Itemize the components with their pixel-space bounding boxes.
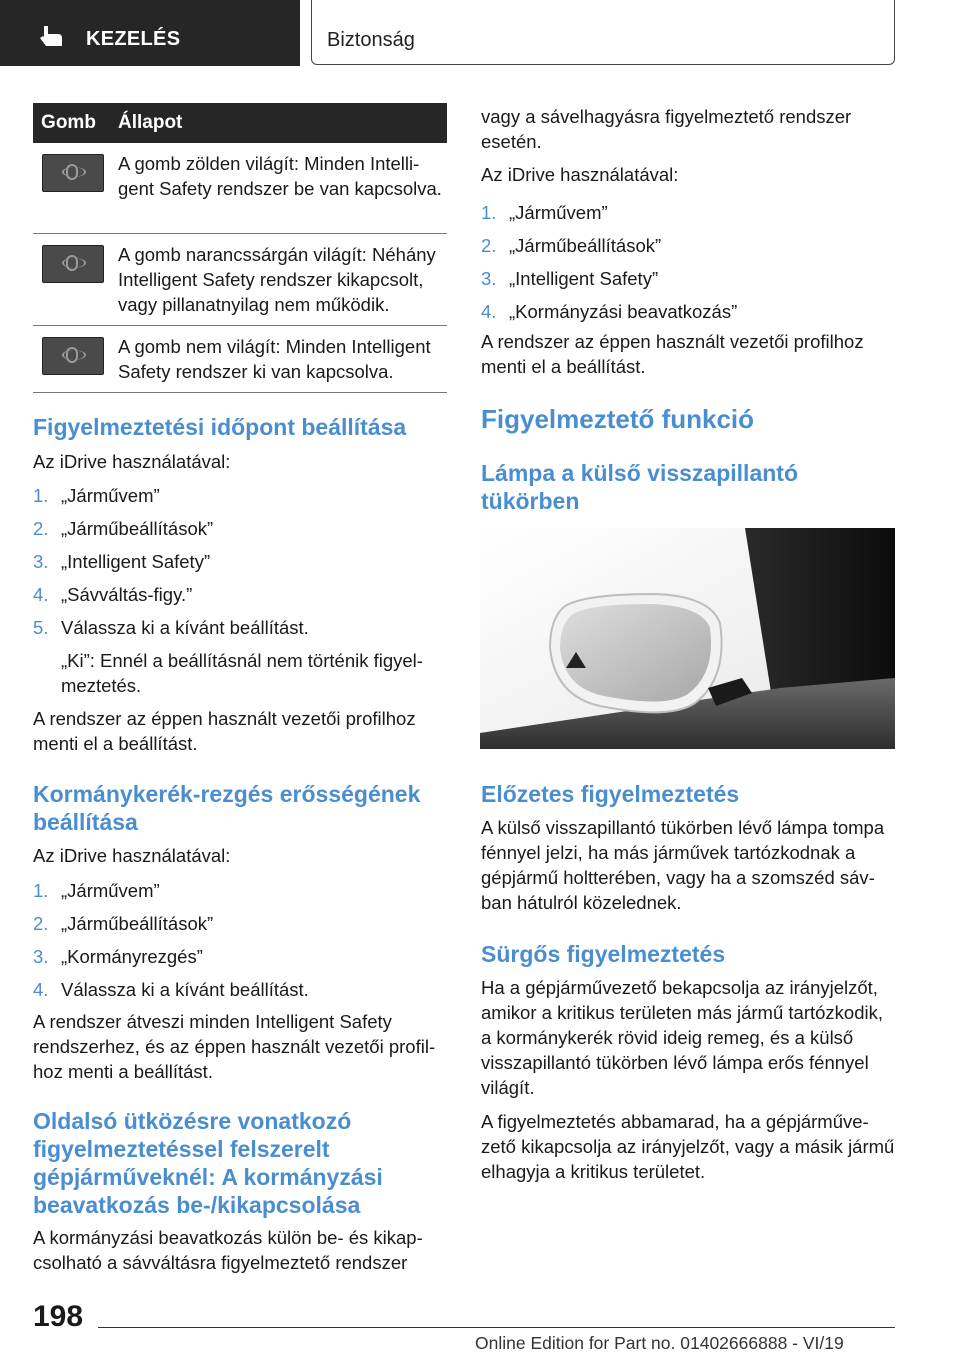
list-item: 2. „Járműbeállítások”	[33, 518, 214, 539]
list-item: 1. „Járművem”	[481, 202, 608, 223]
mirror-photo	[480, 528, 895, 749]
list-item: 4. Válassza ki a kívánt beállítást.	[33, 979, 309, 1000]
paragraph: A külső visszapillantó tükörben lévő lámpa tompa fénnyel jelzi, ha más járművek tartózkodnak a gépjármű holtterében, vagy ha a szomszéd sávban hátulról közelednek.	[481, 817, 885, 913]
paragraph: Ha a gépjárművezető bekapcsolja az irányjelzőt, amikor a kritikus területen más jármű tartózkodik, a kormánykerék rövid ideig remeg, és a külső visszapillantó tükörben lévő lámpa erős fénnyel világít.	[481, 977, 883, 1098]
table-cell: A gomb zölden világít: Minden Intelligent Safety rendszer be van kapcsolva.	[104, 143, 447, 234]
list-item: 5. Válassza ki a kívánt beállítást.	[33, 617, 309, 638]
list-item: 4. „Kormányzási beavatkozás”	[481, 301, 738, 322]
footer-divider	[98, 1327, 895, 1328]
step-note: „Ki”: Ennél a beállításnál nem történik figyelmeztetés.	[61, 650, 423, 696]
heading-mirror-lamp: Lámpa a külső visszapillantó tükörben	[481, 460, 798, 514]
list-item: 3. „Intelligent Safety”	[33, 551, 211, 572]
safety-button-icon	[42, 337, 104, 375]
table-header-state: Állapot	[104, 103, 447, 143]
steps-list	[33, 483, 447, 648]
paragraph: Az iDrive használatával:	[481, 164, 679, 185]
button-state-table	[33, 103, 447, 393]
table-row	[33, 143, 447, 234]
table-cell: A gomb narancssárgán világít: Néhány Intelligent Safety rendszer kikapcsolt, vagy pillanatnyilag nem működik.	[104, 234, 447, 326]
paragraph: A kormányzási beavatkozás külön be- és kikapcsolható a sávváltásra figyelmeztető rendszer	[33, 1227, 423, 1273]
heading-pre-warning: Előzetes figyelmeztetés	[481, 781, 740, 807]
safety-button-icon	[42, 245, 104, 283]
page-header	[0, 0, 960, 66]
table-row	[33, 234, 447, 326]
list-item: 1. „Járművem”	[33, 485, 160, 506]
list-item: 4. „Sávváltás-figy.”	[33, 584, 193, 605]
list-item: 2. „Járműbeállítások”	[481, 235, 662, 256]
paragraph: A figyelmeztetés abbamarad, ha a gépjárművezető kikapcsolja az irányjelzőt, vagy a másik jármű elhagyja a kritikus területet.	[481, 1111, 895, 1182]
heading-urgent-warning: Sürgős figyelmeztetés	[481, 941, 726, 967]
table-cell: A gomb nem világít: Minden Intelligent Safety rendszer ki van kapcsolva.	[104, 326, 447, 393]
section-tab	[0, 0, 300, 66]
table-header-row	[33, 103, 447, 143]
heading-warning-function: Figyelmeztető funkció	[481, 404, 755, 434]
paragraph: A rendszer átveszi minden Intelligent Safety rendszerhez, és az éppen használt vezetői profilhoz menti a beállítást.	[33, 1011, 436, 1082]
chapter-label: Biztonság	[327, 29, 415, 51]
paragraph: Az iDrive használatával:	[33, 451, 231, 472]
paragraph: A rendszer az éppen használt vezetői profilhoz menti el a beállítást.	[33, 708, 416, 754]
list-item: 3. „Intelligent Safety”	[481, 268, 659, 289]
hand-pointer-icon	[38, 24, 64, 48]
heading-warning-time: Figyelmeztetési időpont beállítása	[33, 414, 407, 440]
steps-list	[481, 200, 895, 332]
list-item: 1. „Járművem”	[33, 880, 160, 901]
heading-steering-intervention: Oldalsó ütközésre vonatkozó figyelmeztetéssel felszerelt gépjárműveknél: A kormányzási beavatkozás be-/kikapcsolása	[33, 1108, 383, 1218]
safety-button-icon	[42, 154, 104, 192]
paragraph: vagy a sávelhagyásra figyelmeztető rendszer esetén.	[481, 106, 852, 152]
side-mirror-illustration	[480, 528, 895, 749]
table-row	[33, 326, 447, 393]
steps-list	[33, 878, 447, 1010]
edition-text: Online Edition for Part no. 01402666888 - VI/19	[475, 1333, 844, 1353]
table-header-button: Gomb	[33, 103, 104, 143]
heading-steering-vibration: Kormánykerék-rezgés erősségének beállítása	[33, 781, 421, 835]
list-item: 2. „Járműbeállítások”	[33, 913, 214, 934]
paragraph: A rendszer az éppen használt vezetői profilhoz menti el a beállítást.	[481, 331, 864, 377]
section-label: KEZELÉS	[86, 28, 181, 50]
page-number: 198	[33, 1300, 84, 1333]
paragraph: Az iDrive használatával:	[33, 845, 231, 866]
chapter-box	[311, 0, 895, 65]
list-item: 3. „Kormányrezgés”	[33, 946, 203, 967]
